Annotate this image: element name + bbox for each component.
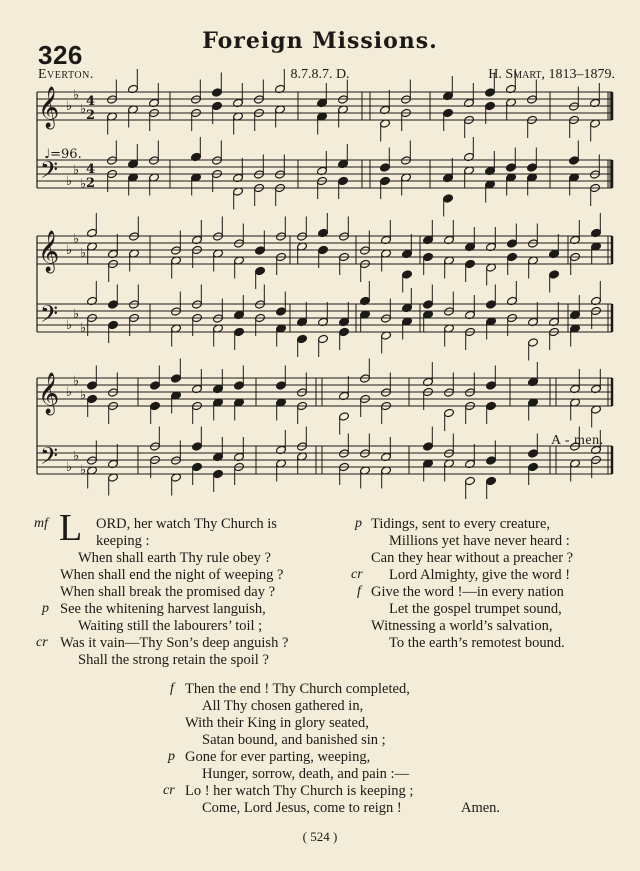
dynamic-cr: cr <box>163 783 175 798</box>
hymn-number: 326 <box>38 40 83 70</box>
key-flat: ♭ <box>66 460 73 475</box>
verse-line: Was it vain—Thy Son’s deep anguish ? <box>60 635 289 651</box>
dynamic-cr: cr <box>351 567 363 582</box>
verse-line: Lo ! her watch Thy Church is keeping ; <box>185 783 414 799</box>
dynamic-p: p <box>42 601 49 616</box>
verse-line: When shall break the promised day ? <box>60 584 276 600</box>
key-flat: ♭ <box>80 388 87 403</box>
dynamic-cr: cr <box>36 635 48 650</box>
key-flat: ♭ <box>73 374 80 389</box>
drop-initial: L <box>59 507 83 549</box>
verse-line: Witnessing a world’s salvation, <box>371 618 553 634</box>
verse-line: ORD, her watch Thy Church is <box>96 516 277 532</box>
verse-line: Let the gospel trumpet sound, <box>389 601 562 617</box>
composer-dates: , 1813–1879. <box>541 67 615 82</box>
verse-line: All Thy chosen gathered in, <box>202 698 364 714</box>
section-title: Foreign Missions. <box>202 28 438 54</box>
verse-line: Waiting still the labourers’ toil ; <box>78 618 263 634</box>
verse-line: See the whitening harvest languish, <box>60 601 266 617</box>
dynamic-f: f <box>357 584 361 599</box>
composer-surname: mart <box>513 67 542 82</box>
key-flat: ♭ <box>73 88 80 103</box>
verse-line: Give the word !—in every nation <box>371 584 564 600</box>
dynamic-f: f <box>170 681 174 696</box>
key-flat: ♭ <box>80 246 87 261</box>
composer-prefix: H. S <box>488 67 514 82</box>
key-flat: ♭ <box>80 102 87 117</box>
verse-line: Shall the strong retain the spoil ? <box>78 652 269 668</box>
amen-label: A - men. <box>551 433 604 448</box>
key-flat: ♭ <box>80 463 87 478</box>
verse-line: When shall end the night of weeping ? <box>60 567 284 583</box>
verse-line: Hunger, sorrow, death, and pain :— <box>202 766 410 782</box>
treble-clef: 𝄞 <box>38 373 60 414</box>
time-sig-top: 4 <box>86 94 96 109</box>
key-flat: ♭ <box>66 318 73 333</box>
key-flat: ♭ <box>80 177 87 192</box>
treble-clef: 𝄞 <box>38 231 60 272</box>
bass-clef: 𝄢 <box>40 442 59 475</box>
dynamic-mf: mf <box>34 516 48 531</box>
verse-line: Lord Almighty, give the word ! <box>389 567 571 583</box>
verse-line: Tidings, sent to every creature, <box>371 516 551 532</box>
verse-line: Come, Lord Jesus, come to reign ! <box>202 800 402 816</box>
key-flat: ♭ <box>66 243 73 258</box>
verse-line: To the earth’s remotest bound. <box>389 635 565 651</box>
verse-line: keeping : <box>96 533 150 549</box>
time-sig-bottom: 2 <box>86 176 96 191</box>
verse-amen: Amen. <box>461 800 501 816</box>
key-flat: ♭ <box>73 232 80 247</box>
dynamic-p: p <box>168 749 175 764</box>
page-number: ( 524 ) <box>302 829 338 844</box>
dynamic-p: p <box>355 516 362 531</box>
key-flat: ♭ <box>73 449 80 464</box>
verse-line: Then the end ! Thy Church completed, <box>185 681 410 697</box>
key-flat: ♭ <box>66 385 73 400</box>
time-sig-bottom: 2 <box>86 108 96 123</box>
key-flat: ♭ <box>66 174 73 189</box>
key-flat: ♭ <box>73 163 80 178</box>
bass-clef: 𝄢 <box>40 156 59 189</box>
verse-line: When shall earth Thy rule obey ? <box>78 550 271 566</box>
key-flat: ♭ <box>80 321 87 336</box>
key-flat: ♭ <box>66 99 73 114</box>
bass-clef: 𝄢 <box>40 300 59 333</box>
tempo-mark: ♩=96. <box>44 147 82 162</box>
tune-name: Everton. <box>38 67 94 82</box>
verse-line: Can they hear without a preacher ? <box>371 550 574 566</box>
verse-line: Satan bound, and banished sin ; <box>202 732 386 748</box>
time-sig-top: 4 <box>86 162 96 177</box>
treble-clef: 𝄞 <box>38 87 60 128</box>
verse-line: Millions yet have never heard : <box>389 533 570 549</box>
key-flat: ♭ <box>73 307 80 322</box>
verse-line: Gone for ever parting, weeping, <box>185 749 371 765</box>
verse-line: With their King in glory seated, <box>185 715 369 731</box>
meter: 8.7.8.7. D. <box>290 67 350 82</box>
